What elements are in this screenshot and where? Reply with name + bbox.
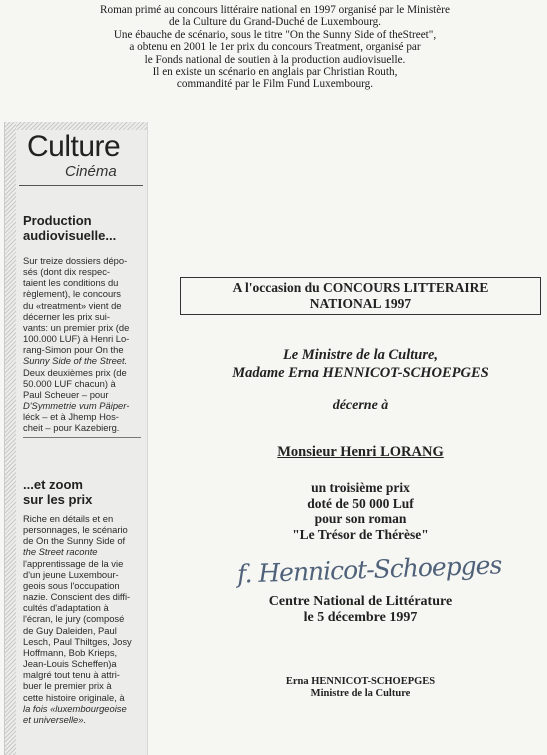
newspaper-clipping: [4, 122, 147, 755]
body-line: personnages, le scénario: [23, 524, 128, 536]
body-line: la fois «luxembourgeoise: [23, 702, 127, 714]
body-line: Paul Scheuer – pour: [23, 388, 109, 400]
clipping-border-stripe: [5, 122, 16, 755]
top-note-line: Roman primé au concours littéraire national en 1997 organisé par le Ministère: [100, 4, 450, 16]
recipient-wrap: [180, 444, 541, 461]
contest-title-line: NATIONAL 1997: [309, 296, 412, 311]
body-line: cheit – pour Kazebierg.: [23, 422, 120, 434]
venue-block: [180, 594, 541, 626]
body-line: l'écran, le jury (composé: [23, 613, 125, 625]
prize-line: pour son roman: [314, 511, 407, 526]
body-line: léck – et à Jhemp Hos-: [23, 411, 119, 423]
body-line: cette histoire originale, à: [23, 691, 125, 703]
clipping-masthead: [27, 130, 145, 180]
body-line: rang-Simon pour On the: [23, 344, 124, 356]
body-line: du «treatment» vient de: [23, 299, 122, 311]
top-note-line: Il en existe un scénario en anglais par Christian Routh,: [152, 66, 398, 79]
headline-line: ...et zoom: [23, 477, 83, 492]
signatory-block: [180, 676, 541, 700]
headline-zoom: [23, 477, 147, 507]
body-line: Riche en détails et en: [23, 513, 114, 524]
body-line: sés (dont dix respec-: [23, 266, 111, 278]
top-note-line: a obtenu en 2001 le 1er prix du concours Treatment, organisé par: [129, 41, 421, 54]
awards-line: décerne à: [332, 398, 389, 413]
masthead-title: Culture: [27, 130, 121, 163]
recipient-name: Monsieur Henri LORANG: [277, 444, 444, 460]
body-line: d'un jeune Luxembour-: [23, 568, 119, 580]
venue-line: le 5 décembre 1997: [303, 610, 418, 625]
body-line: buer le premier prix à: [23, 680, 112, 692]
body-line: règlement), le concours: [23, 288, 121, 300]
body-line: l'apprentissage de la vie: [23, 557, 124, 569]
body-line: D'Symmetrie vum Päiper-: [23, 400, 130, 412]
contest-title-box: [180, 277, 541, 315]
body-line: taient les conditions du: [23, 277, 119, 289]
venue-line: Centre National de Littérature: [268, 594, 453, 609]
prize-line: un troisième prix: [311, 480, 410, 495]
body-line: Hoffmann, Bob Krieps,: [23, 646, 118, 658]
minister-line: Le Ministre de la Culture,: [282, 347, 439, 363]
headline-line: sur les prix: [23, 492, 93, 507]
body-line: geois sous l'occupation: [23, 579, 120, 591]
top-note-line: de la Culture du Grand-Duché de Luxembourg.: [169, 16, 381, 29]
body-line: nazie. Conscient des diffi-: [23, 591, 131, 603]
minister-block: [180, 346, 541, 382]
body-line: 50.000 LUF chacun) à: [23, 377, 116, 389]
contest-title-line: A l'occasion du CONCOURS LITTERAIRE: [232, 280, 489, 295]
minister-line: Madame Erna HENNICOT-SCHOEPGES: [232, 365, 489, 381]
body-line: malgré tout tenu à attri-: [23, 669, 120, 681]
section-rule: [23, 437, 141, 438]
prize-line: doté de 50 000 Luf: [307, 495, 414, 511]
body-line: et universelle».: [23, 713, 87, 725]
prize-block: [180, 480, 541, 542]
masthead-rule: [19, 185, 143, 186]
body-line: Sunny Side of the Street.: [23, 355, 128, 367]
headline-line: Production: [23, 213, 92, 228]
handwritten-signature: f. Hennicot-Schoepges: [236, 550, 502, 589]
prize-line: "Le Trésor de Thérèse": [292, 526, 429, 542]
masthead-section: Cinéma: [65, 163, 117, 180]
top-note-line: commandité par le Film Fund Luxembourg.: [176, 78, 374, 91]
article-body-1: [23, 255, 147, 434]
body-line: Jean-Louis Scheffen)a: [23, 658, 117, 670]
body-line: Deux deuxièmes prix (de: [23, 366, 127, 378]
body-line: 100.000 LUF) à Henri Lo-: [23, 333, 130, 345]
headline-line: audiovisuelle...: [23, 228, 117, 243]
body-line: the Street raconte: [23, 546, 98, 558]
top-note-line: le Fonds national de soutien à la production audiovisuelle.: [144, 53, 406, 66]
body-line: vants: un premier prix (de: [23, 321, 130, 333]
body-line: Lesch, Paul Thiltges, Josy: [23, 635, 132, 647]
body-line: cultés d'adaptation à: [23, 602, 109, 614]
body-line: Sur treize dossiers dépo-: [23, 255, 128, 266]
body-line: de Guy Daleiden, Paul: [23, 624, 117, 636]
headline-production: [23, 213, 147, 243]
signatory-title: Ministre de la Culture: [310, 688, 411, 699]
top-note: [60, 4, 490, 91]
body-line: décerner les prix sui-: [23, 310, 111, 322]
body-line: de On the Sunny Side of: [23, 535, 126, 547]
clipping-top-stripe: [16, 122, 147, 130]
article-body-2: [23, 513, 147, 725]
top-note-line: Une ébauche de scénario, sous le titre "On the Sunny Side of theStreet",: [113, 28, 437, 41]
signatory-name: Erna HENNICOT-SCHOEPGES: [285, 676, 436, 687]
